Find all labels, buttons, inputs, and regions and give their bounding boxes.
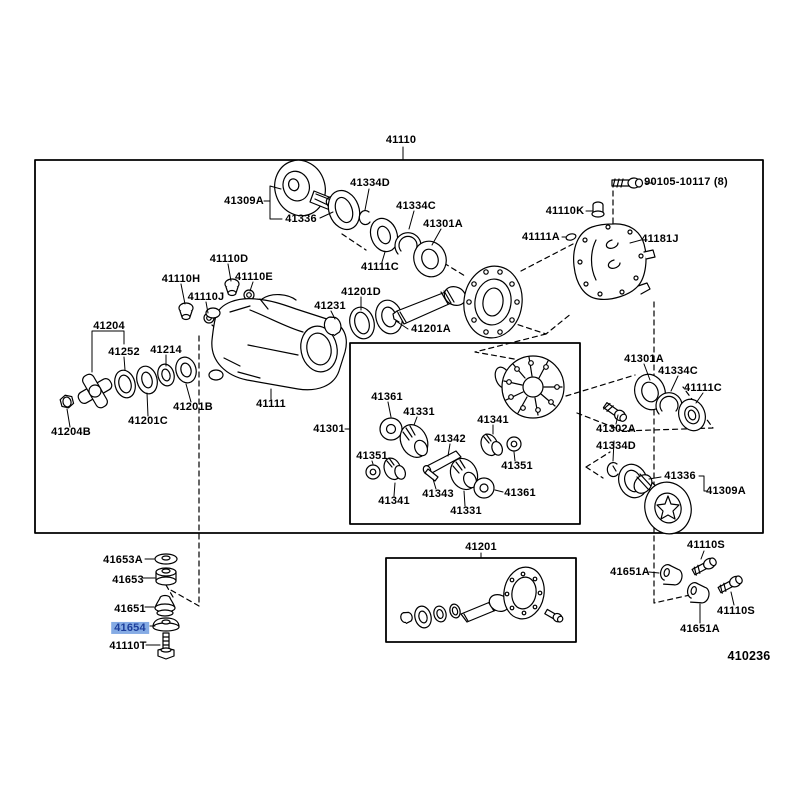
part-label-41331-27[interactable]: 41331 [403,405,435,418]
figure-number-53: 410236 [727,649,771,664]
part-label-41110h-12[interactable]: 41110H [161,272,201,285]
part-label-41201d-16[interactable]: 41201D [341,285,381,298]
part-label-41334d-3[interactable]: 41334D [350,176,390,189]
part-label-41214-20[interactable]: 41214 [150,343,182,356]
part-label-41111c-6[interactable]: 41111C [361,260,399,273]
part-label-41110j-14[interactable]: 41110J [187,290,225,303]
part-label-41110t-47[interactable]: 41110T [109,639,147,652]
part-label-41309a-1[interactable]: 41309A [224,194,264,207]
part-label-41231-15[interactable]: 41231 [314,299,346,312]
part-label-41361-35[interactable]: 41361 [504,486,536,499]
part-label-41110d-11[interactable]: 41110D [209,252,249,265]
part-label-41204b-23[interactable]: 41204B [51,425,91,438]
part-label-41301a-5[interactable]: 41301A [423,217,463,230]
part-label-41111c-38[interactable]: 41111C [684,381,722,394]
part-label-41302a-39[interactable]: 41302A [596,422,636,435]
part-label-41651-45[interactable]: 41651 [114,602,146,615]
part-label-41341-32[interactable]: 41341 [378,494,410,507]
part-label-41252-19[interactable]: 41252 [108,345,140,358]
part-label-41110s-49[interactable]: 41110S [687,538,725,551]
part-label-41201-48[interactable]: 41201 [465,540,497,553]
part-label-41110k-8[interactable]: 41110K [545,204,585,217]
part-label-41110-0[interactable]: 41110 [385,133,417,146]
part-label-41201a-17[interactable]: 41201A [411,322,451,335]
part-label-41301a-36[interactable]: 41301A [624,352,664,365]
part-label-41361-26[interactable]: 41361 [371,390,403,403]
part-label-41309a-42[interactable]: 41309A [706,484,746,497]
part-label-41343-33[interactable]: 41343 [422,487,454,500]
part-label-90105101178-7[interactable]: 90105-10117 (8) [644,175,728,188]
part-label-41201b-21[interactable]: 41201B [173,400,213,413]
part-label-41351-31[interactable]: 41351 [356,449,388,462]
part-label-41342-28[interactable]: 41342 [434,432,466,445]
part-label-41181j-10[interactable]: 41181J [641,232,679,245]
part-label-41341-29[interactable]: 41341 [477,413,509,426]
part-label-41111-24[interactable]: 41111 [256,397,286,410]
part-label-41334c-4[interactable]: 41334C [396,199,436,212]
part-label-41336-41[interactable]: 41336 [664,469,696,482]
part-label-41334c-37[interactable]: 41334C [658,364,698,377]
part-label-41110s-51[interactable]: 41110S [717,604,755,617]
part-label-41201c-22[interactable]: 41201C [128,414,168,427]
part-label-41351-30[interactable]: 41351 [501,459,533,472]
part-label-41204-18[interactable]: 41204 [93,319,125,332]
part-label-41301-25[interactable]: 41301 [313,422,345,435]
part-label-41651a-50[interactable]: 41651A [610,565,650,578]
part-label-41334d-40[interactable]: 41334D [596,439,636,452]
part-label-41331-34[interactable]: 41331 [450,504,482,517]
part-label-41110e-13[interactable]: 41110E [235,270,273,283]
part-label-41111a-9[interactable]: 41111A [522,230,560,243]
part-label-41654-46[interactable]: 41654 [111,622,149,634]
part-label-41336-2[interactable]: 41336 [285,212,317,225]
part-label-41653-44[interactable]: 41653 [112,573,144,586]
part-label-41653a-43[interactable]: 41653A [103,553,143,566]
part-label-41651a-52[interactable]: 41651A [680,622,720,635]
